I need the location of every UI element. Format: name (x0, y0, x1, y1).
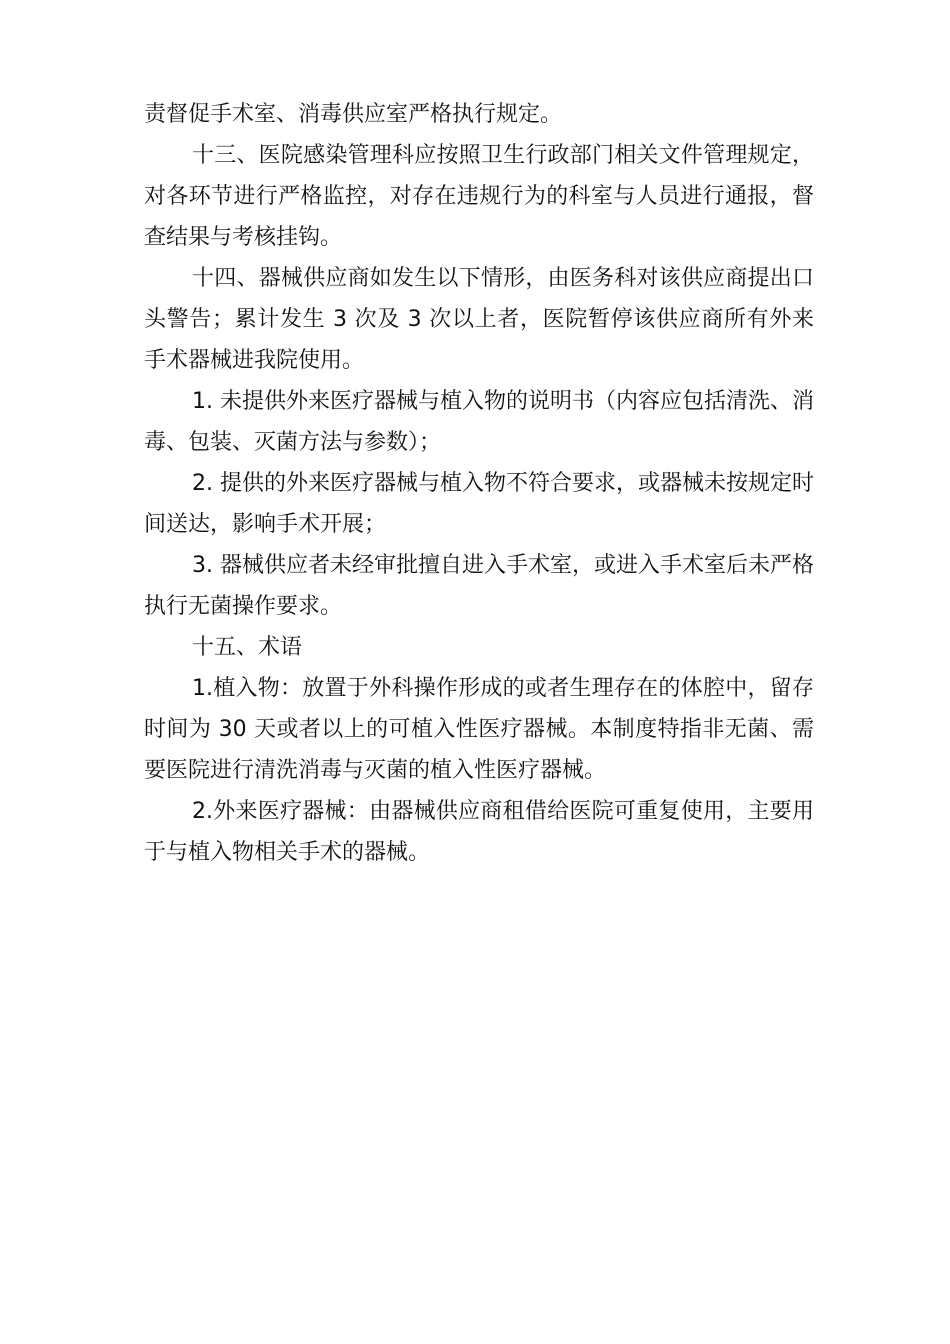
term-definition-implant: 1.植入物：放置于外科操作形成的或者生理存在的体腔中，留存时间为 30 天或者以上的可植入性医疗器械。本制度特指非无菌、需要医院进行清洗消毒与灭菌的植入性医疗器械。 (144, 676, 814, 783)
list-item-2: 2. 提供的外来医疗器械与植入物不符合要求，或器械未按规定时间送达，影响手术开展； (144, 471, 814, 537)
list-item-3: 3. 器械供应者未经审批擅自进入手术室，或进入手术室后未严格执行无菌操作要求。 (144, 553, 814, 619)
paragraph-continuation: 责督促手术室、消毒供应室严格执行规定。 (144, 102, 563, 127)
list-item-1: 1. 未提供外来医疗器械与植入物的说明书（内容应包括清洗、消毒、包装、灭菌方法与参数）； (144, 389, 814, 455)
section-heading-15: 十五、术语 (192, 635, 303, 660)
document-body (144, 94, 814, 873)
paragraph-section-14: 十四、器械供应商如发生以下情形，由医务科对该供应商提出口头警告；累计发生 3 次及 3 次以上者，医院暂停该供应商所有外来手术器械进我院使用。 (144, 266, 814, 373)
paragraph-section-13: 十三、医院感染管理科应按照卫生行政部门相关文件管理规定，对各环节进行严格监控，对存在违规行为的科室与人员进行通报，督查结果与考核挂钩。 (144, 143, 814, 250)
term-definition-external-device: 2.外来医疗器械：由器械供应商租借给医院可重复使用，主要用于与植入物相关手术的器械。 (144, 799, 814, 865)
